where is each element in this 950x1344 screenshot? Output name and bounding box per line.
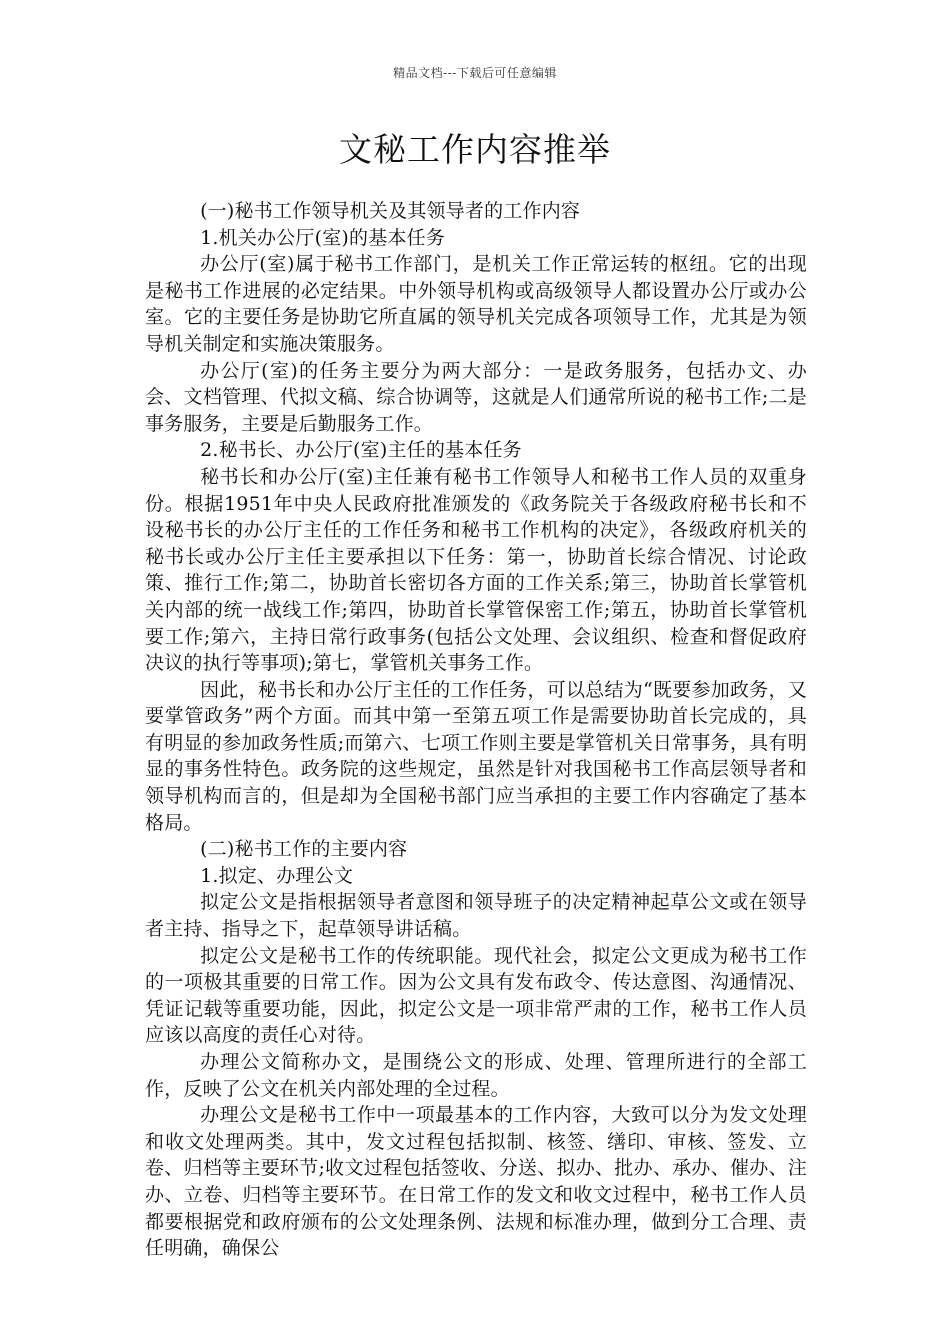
document-title: 文秘工作内容推举	[339, 130, 611, 169]
document-body	[145, 198, 807, 1262]
body-paragraph: 办理公文是秘书工作中一项最基本的工作内容，大致可以分为发文处理和收文处理两类。其中，发文过程包括拟制、核签、缮印、审核、签发、立卷、归档等主要环节;收文过程包括签收、分送、拟办、批办、承办、催办、注办、立卷、归档等主要环节。在日常工作的发文和收文过程中，秘书工作人员都要根据党和政府颁布的公文处理条例、法规和标准办理，做到分工合理、责任明确，确保公	[145, 1104, 807, 1260]
body-paragraph: 拟定公文是指根据领导者意图和领导班子的决定精神起草公文或在领导者主持、指导之下，起草领导讲话稿。	[145, 891, 807, 941]
body-paragraph: 办公厅(室)属于秘书工作部门，是机关工作正常运转的枢纽。它的出现是秘书工作进展的必定结果。中外领导机构或高级领导人都设置办公厅或办公室。它的主要任务是协助它所直属的领导机关完成各项领导工作，尤其是为领导机关制定和实施决策服务。	[145, 253, 807, 355]
section-heading-2: (二)秘书工作的主要内容	[200, 838, 408, 861]
section-heading-1: (一)秘书工作领导机关及其领导者的工作内容	[200, 200, 581, 222]
subsection-heading-2-1: 1.拟定、办理公文	[200, 864, 354, 887]
body-paragraph: 办理公文简称办文，是围绕公文的形成、处理、管理所进行的全部工作，反映了公文在机关内部处理的全过程。	[145, 1051, 807, 1100]
page-header: 精品文档---下载后可任意编辑	[393, 66, 557, 80]
subsection-heading-1-1: 1.机关办公厅(室)的基本任务	[200, 226, 446, 249]
body-paragraph: 因此，秘书长和办公厅主任的工作任务，可以总结为“既要参加政务，又要掌管政务”两个方面。而其中第一至第五项工作是需要协助首长完成的，具有明显的参加政务性质;而第六、七项工作则主要是掌管机关日常事务，具有明显的事务性特色。政务院的这些规定，虽然是针对我国秘书工作高层领导者和领导机构而言的，但是却为全国秘书部门应当承担的主要工作内容确定了基本格局。	[145, 678, 807, 834]
body-paragraph: 办公厅(室)的任务主要分为两大部分：一是政务服务，包括办文、办会、文档管理、代拟文稿、综合协调等，这就是人们通常所说的秘书工作;二是事务服务，主要是后勤服务工作。	[145, 359, 807, 435]
subsection-heading-1-2: 2.秘书长、办公厅(室)主任的基本任务	[200, 439, 522, 462]
body-paragraph: 拟定公文是秘书工作的传统职能。现代社会，拟定公文更成为秘书工作的一项极其重要的日常工作。因为公文具有发布政令、传达意图、沟通情况、凭证记载等重要功能，因此，拟定公文是一项非常严肃的工作，秘书工作人员应该以高度的责任心对待。	[145, 944, 807, 1047]
body-paragraph: 秘书长和办公厅(室)主任兼有秘书工作领导人和秘书工作人员的双重身份。根据1951年中央人民政府批准颁发的《政务院关于各级政府秘书长和不设秘书长的办公厅主任的工作任务和秘书工作机构的决定》，各级政府机关的秘书长或办公厅主任主要承担以下任务：第一，协助首长综合情况、讨论政策、推行工作;第二，协助首长密切各方面的工作关系;第三，协助首长掌管机关内部的统一战线工作;第四，协助首长掌管保密工作;第五，协助首长掌管机要工作;第六，主持日常行政事务(包括公文处理、会议组织、检查和督促政府决议的执行等事项);第七，掌管机关事务工作。	[145, 465, 807, 675]
